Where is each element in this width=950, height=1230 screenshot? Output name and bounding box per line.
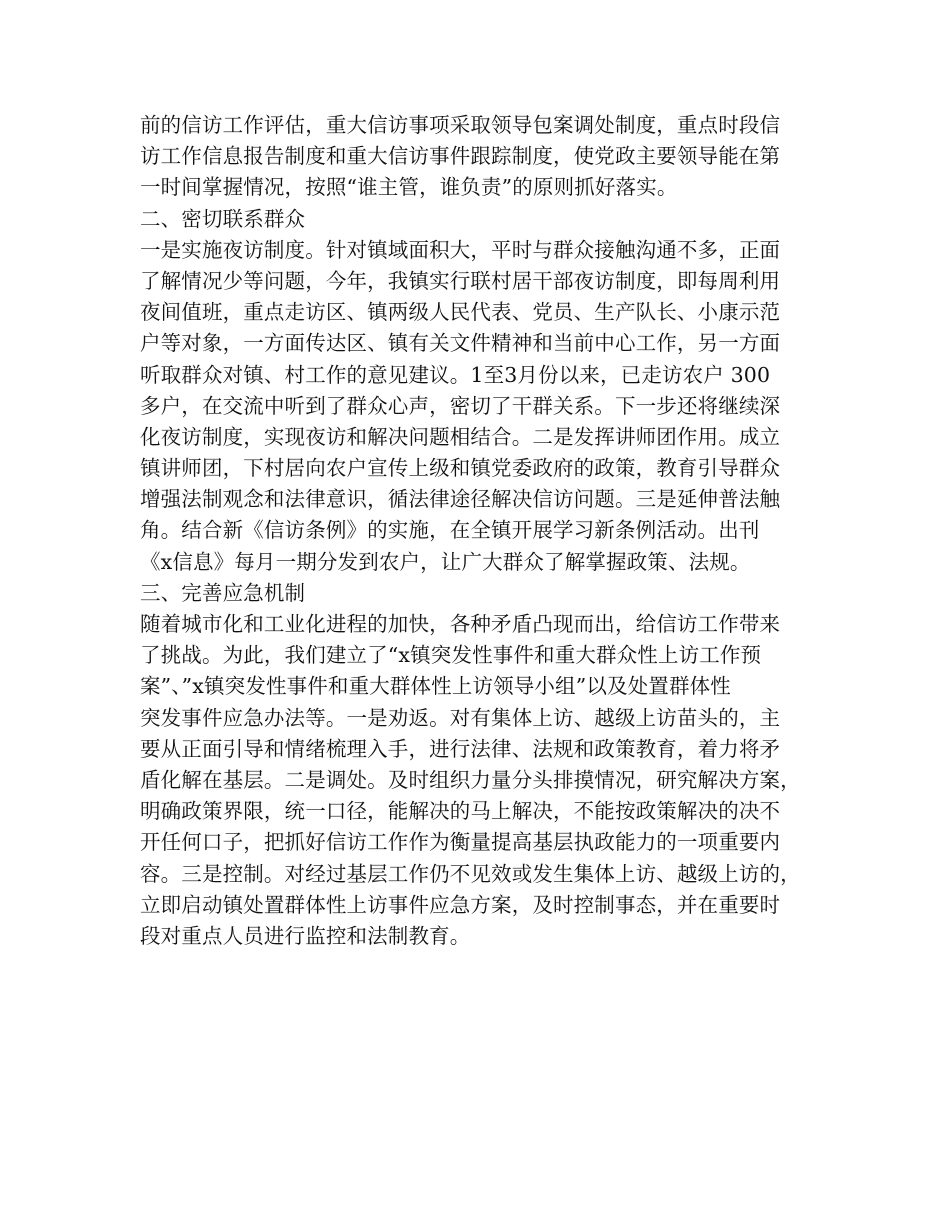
text-line: 角。结合新《信访条例》的实施，在全镇开展学习新条例活动。出刊: [140, 518, 760, 543]
text-line: 了解情况少等问题，今年，我镇实行联村居干部夜访制度，即每周利用: [140, 268, 781, 293]
text-line: 一是实施夜访制度。针对镇域面积大，平时与群众接触沟通不多，正面: [140, 237, 781, 262]
text-line: 镇讲师团，下村居向农户宣传上级和镇党委政府的政策，教育引导群众: [140, 456, 781, 481]
section-heading: 二、密切联系群众: [140, 206, 306, 231]
text-line: 段对重点人员进行监控和法制教育。: [140, 923, 471, 948]
text-line: 多户，在交流中听到了群众心声，密切了干群关系。下一步还将继续深: [140, 393, 781, 418]
text-line: 随着城市化和工业化进程的加快，各种矛盾凸现而出，给信访工作带来: [140, 612, 781, 636]
text-line: 了挑战。为此，我们建立了“x镇突发性事件和重大群众性上访工作预: [140, 643, 762, 668]
text-line: 前的信访工作评估，重大信访事项采取领导包案调处制度，重点时段信: [140, 113, 781, 137]
text-line: 明确政策界限，统一口径，能解决的马上解决，不能按政策解决的决不: [140, 799, 781, 824]
section-heading: 三、完善应急机制: [140, 580, 306, 605]
text-line: 化夜访制度，实现夜访和解决问题相结合。二是发挥讲师团作用。成立: [140, 424, 781, 449]
text-line: 户等对象，一方面传达区、镇有关文件精神和当前中心工作，另一方面: [140, 331, 781, 356]
text-line: 要从正面引导和情绪梳理入手，进行法律、法规和政策教育，着力将矛: [140, 736, 781, 761]
text-line: 立即启动镇处置群体性上访事件应急方案，及时控制事态，并在重要时: [140, 892, 781, 917]
text-line: 案”、”x镇突发性事件和重大群体性上访领导小组”以及处置群体性: [140, 674, 731, 699]
text-line: 听取群众对镇、村工作的意见建议。1至3月份以来，已走访农户 300: [140, 362, 771, 387]
text-line: 突发事件应急办法等。一是劝返。对有集体上访、越级上访苗头的，主: [140, 705, 781, 730]
text-line: 《x信息》每月一期分发到农户，让广大群众了解掌握政策、法规。: [140, 549, 751, 574]
text-line: 开任何口子，把抓好信访工作作为衡量提高基层执政能力的一项重要内: [140, 830, 781, 855]
text-line: 盾化解在基层。二是调处。及时组织力量分头排摸情况，研究解决方案，: [140, 767, 801, 792]
text-line: 夜间值班，重点走访区、镇两级人民代表、党员、生产队长、小康示范: [140, 300, 781, 325]
text-line: 访工作信息报告制度和重大信访事件跟踪制度，使党政主要领导能在第: [140, 144, 781, 169]
text-line: 增强法制观念和法律意识，循法律途径解决信访问题。三是延伸普法触: [140, 487, 781, 512]
document-page: [140, 110, 820, 952]
text-line: 一时间掌握情况，按照“谁主管，谁负责”的原则抓好落实。: [140, 175, 678, 200]
text-line: 容。三是控制。对经过基层工作仍不见效或发生集体上访、越级上访的，: [140, 861, 801, 886]
